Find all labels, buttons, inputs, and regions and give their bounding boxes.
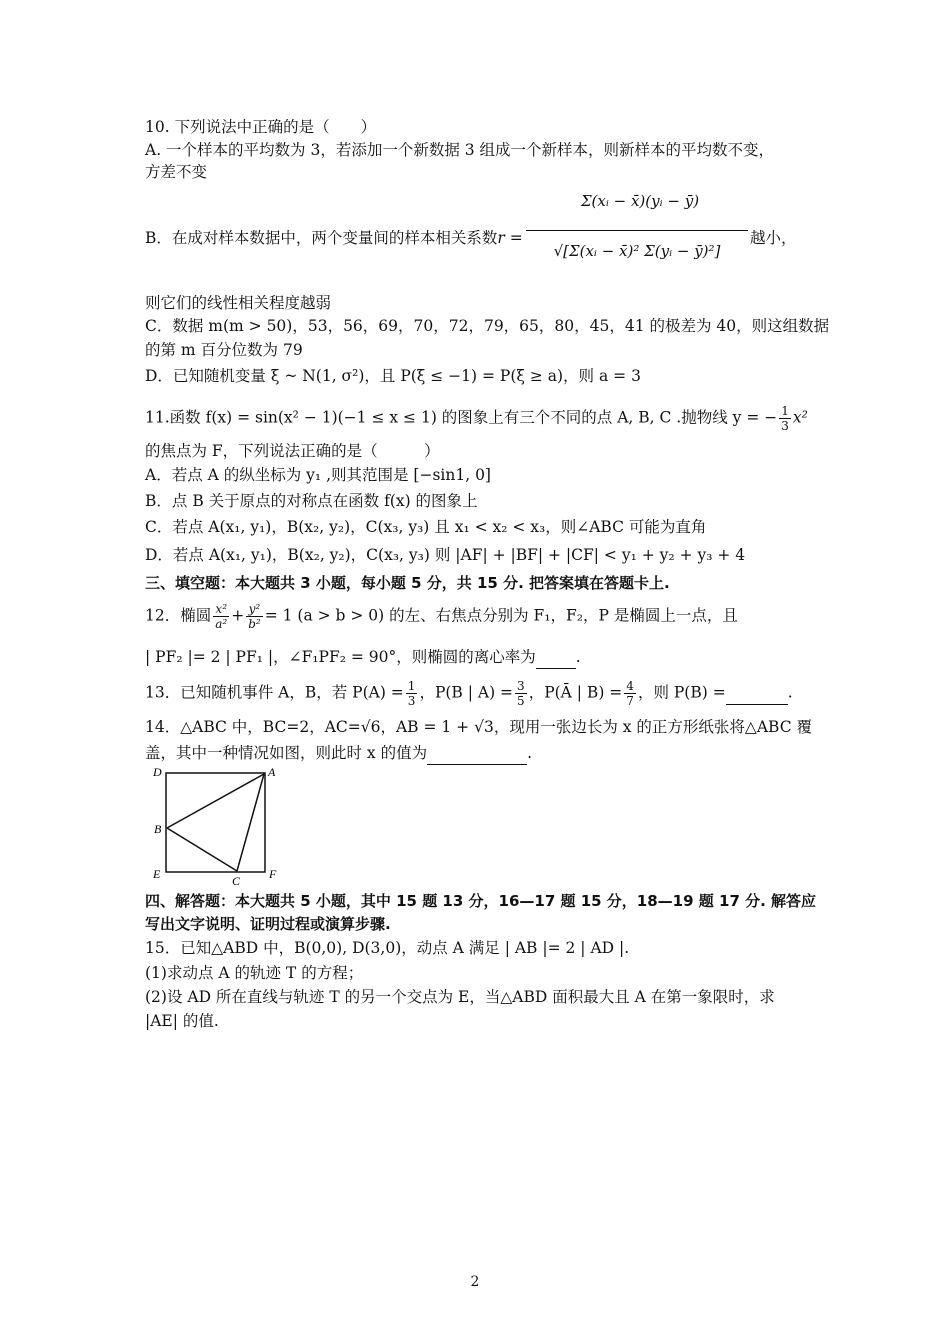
q13-c: ，P(Ā | B) = — [528, 683, 623, 702]
q14-line2-end: . — [527, 744, 533, 762]
q13-answer-blank[interactable] — [726, 682, 788, 705]
q12-line2-end: . — [575, 648, 581, 666]
q13-a: 13．已知随机事件 A，B，若 P(A) = — [145, 683, 404, 702]
triangle-side-ba — [167, 774, 264, 828]
triangle-side-bc — [167, 828, 237, 871]
q10-option-d: D．已知随机变量 ξ ~ N(1, σ²)，且 P(ξ ≤ −1) = P(ξ ≥ a)，则 a = 3 — [145, 367, 641, 385]
q13-frac1-den: 3 — [407, 694, 416, 708]
q11-fraction-den: 3 — [781, 419, 789, 433]
q13-frac1-num: 1 — [407, 679, 416, 693]
q10-option-a: A. 一个样本的平均数为 3，若添加一个新数据 3 组成一个新样本，则新样本的平均数不变， — [145, 141, 775, 159]
q13-frac3-num: 4 — [626, 679, 634, 693]
q13-frac2-den: 5 — [517, 694, 525, 708]
q12-line2: | PF₂ |= 2 | PF₁ |，∠F₁PF₂ = 90°，则椭圆的离心率为 — [145, 648, 536, 666]
q10-option-b — [145, 227, 523, 249]
q12-fraction-y-den: b² — [248, 617, 261, 631]
q12-fraction-y — [246, 602, 263, 631]
q12-fraction-x-num: x² — [213, 602, 229, 617]
q12-answer-blank[interactable] — [536, 646, 576, 669]
q11-stem-text: 11.函数 f(x) = sin(x² − 1)(−1 ≤ x ≤ 1) 的图象上有三个不同的点 A, B, C .抛物线 y = − — [145, 408, 778, 427]
section-4-heading: 四、解答题：本大题共 5 小题，其中 15 题 13 分，16—17 题 15 分，18—19 题 17 分. 解答应 — [145, 892, 817, 910]
square-triangle-figure — [146, 762, 296, 887]
q14-answer-blank[interactable] — [427, 742, 527, 765]
q13-stem — [145, 679, 793, 708]
q10-option-b-prefix: B．在成对样本数据中，两个变量间的样本相关系数 — [145, 229, 498, 247]
q15-stem: 15．已知△ABD 中，B(0,0), D(3,0)，动点 A 满足 | AB |= 2 | AD |. — [145, 939, 630, 957]
q14-line2: 盖，其中一种情况如图，则此时 x 的值为 — [145, 744, 428, 762]
label-e: E — [153, 867, 161, 881]
q11-stem-tail: x² — [792, 408, 808, 427]
q13-frac2 — [515, 679, 527, 708]
q12-stem-cont — [145, 646, 581, 669]
correlation-formula-denominator: √[Σ(xᵢ − x̄)² Σ(yᵢ − ȳ)²] — [553, 242, 721, 260]
label-c: C — [232, 874, 241, 887]
q10-option-c: C．数据 m(m > 50)，53，56，69，70，72，79，65，80，45，41 的极差为 40，则这组数据 — [145, 317, 830, 335]
q13-frac2-num: 3 — [517, 679, 525, 693]
q10-option-b-cont: 则它们的线性相关程度越弱 — [145, 294, 332, 312]
q12-plus: + — [231, 606, 245, 625]
q11-fraction — [779, 404, 791, 433]
q11-option-a: A．若点 A 的纵坐标为 y₁ ,则其范围是 [−sin1, 0] — [145, 466, 491, 484]
q12-stem — [145, 602, 738, 631]
q15-part2-cont: |AE| 的值. — [145, 1012, 219, 1030]
correlation-formula-numerator: Σ(xᵢ − x̄)(yᵢ − ȳ) — [580, 192, 700, 210]
q10-option-b-suffix: 越小， — [750, 229, 797, 247]
section-3-heading: 三、填空题：本大题共 3 小题，每小题 5 分，共 15 分. 把答案填在答题卡上. — [145, 574, 670, 592]
label-b: B — [154, 822, 162, 836]
q11-option-b: B．点 B 关于原点的对称点在函数 f(x) 的图象上 — [145, 492, 478, 510]
q13-frac3 — [624, 679, 636, 708]
q15-part1: (1)求动点 A 的轨迹 T 的方程； — [145, 964, 364, 982]
triangle-side-ac — [237, 774, 264, 871]
q11-stem — [145, 404, 808, 433]
q13-end: . — [787, 683, 793, 702]
q11-fraction-num: 1 — [781, 404, 789, 418]
fraction-bar — [526, 230, 748, 231]
q10-stem: 10. 下列说法中正确的是（ ） — [145, 118, 377, 136]
q13-d: ，则 P(B) = — [637, 683, 726, 702]
q12-rest: = 1 (a > b > 0) 的左、右焦点分别为 F₁，F₂，P 是椭圆上一点，且 — [264, 606, 738, 625]
correlation-formula — [520, 186, 750, 290]
page-number: 2 — [470, 1274, 480, 1290]
q13-frac1 — [406, 679, 418, 708]
q12-prefix: 12．椭圆 — [145, 606, 212, 625]
q10-option-a-cont: 方差不变 — [145, 163, 208, 181]
q13-b: ，P(B | A) = — [419, 683, 514, 702]
q12-fraction-x-den: a² — [215, 617, 228, 631]
q10-option-c-cont: 的第 m 百分位数为 79 — [145, 341, 303, 359]
label-d: D — [153, 765, 162, 779]
q15-part2: (2)设 AD 所在直线与轨迹 T 的另一个交点为 E，当△ABD 面积最大且 A 在第一象限时，求 — [145, 988, 775, 1006]
q10-r-symbol: r = — [497, 229, 523, 247]
label-f: F — [269, 867, 277, 881]
q12-fraction-y-num: y² — [246, 602, 263, 617]
q14-stem: 14．△ABC 中，BC=2，AC=√6，AB = 1 + √3，现用一张边长为 x 的正方形纸张将△ABC 覆 — [145, 718, 813, 736]
section-4-heading-cont: 写出文字说明、证明过程或演算步骤. — [145, 915, 391, 933]
q11-option-c: C．若点 A(x₁, y₁)，B(x₂, y₂)，C(x₃, y₃) 且 x₁ < x₂ < x₃，则∠ABC 可能为直角 — [145, 518, 707, 536]
q13-frac3-den: 7 — [626, 694, 634, 708]
q11-stem-cont: 的焦点为 F，下列说法正确的是（ ） — [145, 442, 440, 460]
q11-option-d: D．若点 A(x₁, y₁)，B(x₂, y₂)，C(x₃, y₃) 则 |AF| + |BF| + |CF| < y₁ + y₂ + y₃ + 4 — [145, 546, 746, 564]
label-a: A — [268, 765, 276, 779]
q12-fraction-x — [213, 602, 229, 631]
